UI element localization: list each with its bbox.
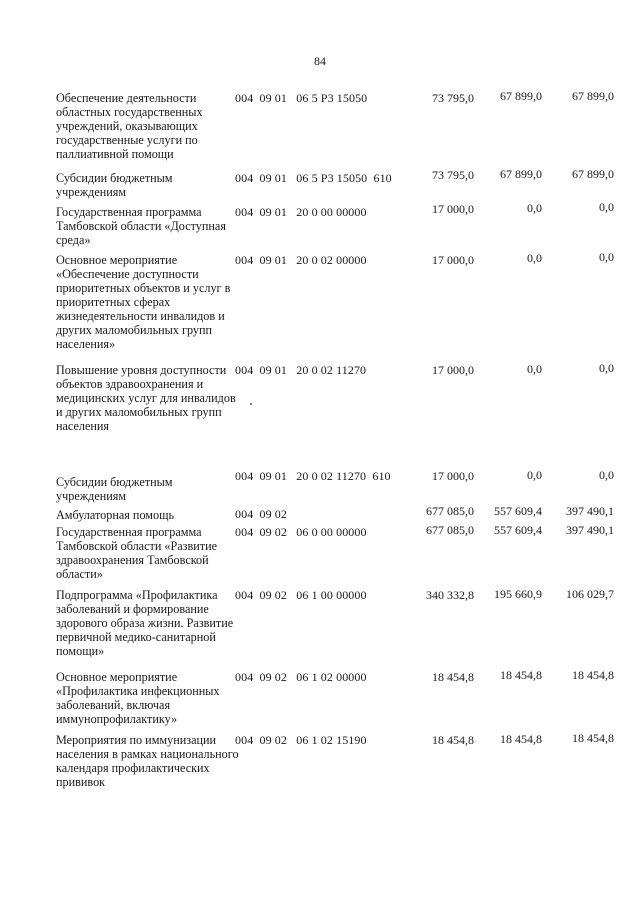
row-value-1: 677 085,0 bbox=[426, 504, 474, 518]
row-codes: 004 09 01 20 0 02 11270 610 bbox=[235, 469, 391, 483]
row-name: Государственная программа Тамбовской области «Развитие здравоохранения Тамбовской области» bbox=[56, 525, 218, 581]
row-name: Мероприятия по иммунизации населения в рамках национального календаря профилактических прививок bbox=[56, 733, 239, 789]
row-value-3: 0,0 bbox=[599, 361, 614, 375]
row-name: Основное мероприятие «Профилактика инфекционных заболеваний, включая иммунопрофилактику» bbox=[56, 670, 220, 726]
row-value-1: 17 000,0 bbox=[432, 202, 474, 216]
row-value-3: 67 899,0 bbox=[572, 89, 614, 103]
row-value-2: 557 609,4 bbox=[494, 523, 542, 537]
row-codes: 004 09 01 06 5 Р3 15050 bbox=[235, 91, 368, 105]
row-value-1: 18 454,8 bbox=[432, 670, 474, 684]
row-name: Подпрограмма «Профилактика заболеваний и формирование здорового образа жизни. Развитие первичной медико-санитарной помощи» bbox=[56, 588, 234, 658]
row-name: Повышение уровня доступности объектов здравоохранения и медицинских услуг для инвалидов и других маломобильных групп населения bbox=[56, 363, 236, 433]
row-value-2: 18 454,8 bbox=[500, 732, 542, 746]
row-value-2: 67 899,0 bbox=[500, 89, 542, 103]
row-value-2: 0,0 bbox=[527, 362, 542, 376]
row-value-2: 0,0 bbox=[527, 201, 542, 215]
row-value-2: 18 454,8 bbox=[500, 668, 542, 682]
row-name: Субсидии бюджетным учреждениям bbox=[56, 475, 173, 503]
row-value-2: 557 609,4 bbox=[494, 504, 542, 518]
row-value-1: 17 000,0 bbox=[432, 469, 474, 483]
row-value-3: 0,0 bbox=[599, 250, 614, 264]
row-codes: 004 09 02 06 1 02 00000 bbox=[235, 670, 367, 684]
row-value-1: 18 454,8 bbox=[432, 733, 474, 747]
row-value-1: 340 332,8 bbox=[426, 588, 474, 602]
row-codes: 004 09 01 06 5 Р3 15050 610 bbox=[235, 171, 392, 185]
row-value-3: 18 454,8 bbox=[572, 731, 614, 745]
row-value-1: 17 000,0 bbox=[432, 253, 474, 267]
row-codes: 004 09 02 06 1 00 00000 bbox=[235, 588, 367, 602]
row-value-2: 195 660,9 bbox=[494, 587, 542, 601]
row-value-1: 17 000,0 bbox=[432, 363, 474, 377]
row-value-3: 397 490,1 bbox=[566, 504, 614, 518]
row-codes: 004 09 02 06 1 02 15190 bbox=[235, 733, 367, 747]
row-codes: 004 09 02 bbox=[235, 507, 287, 521]
row-value-3: 18 454,8 bbox=[572, 668, 614, 682]
row-value-2: 67 899,0 bbox=[500, 167, 542, 181]
row-value-3: 106 029,7 bbox=[566, 587, 614, 601]
row-value-2: 0,0 bbox=[527, 251, 542, 265]
row-codes: 004 09 01 20 0 02 00000 bbox=[235, 253, 367, 267]
row-value-3: 67 899,0 bbox=[572, 167, 614, 181]
row-codes: 004 09 02 06 0 00 00000 bbox=[235, 525, 367, 539]
row-codes: 004 09 01 20 0 02 11270 bbox=[235, 363, 367, 377]
row-codes: 004 09 01 20 0 00 00000 bbox=[235, 205, 367, 219]
row-value-1: 73 795,0 bbox=[432, 91, 474, 105]
row-name: Государственная программа Тамбовской области «Доступная среда» bbox=[56, 205, 226, 247]
row-value-3: 397 490,1 bbox=[566, 523, 614, 537]
row-value-3: 0,0 bbox=[599, 468, 614, 482]
row-name: Амбулаторная помощь bbox=[56, 508, 175, 522]
page-number: 84 bbox=[314, 54, 326, 68]
row-name: Основное мероприятие «Обеспечение доступности приоритетных объектов и услуг в приоритетных сферах жизнедеятельности инвалидов и других маломобильных групп населения» bbox=[56, 253, 231, 351]
row-value-1: 73 795,0 bbox=[432, 168, 474, 182]
row-name: Субсидии бюджетным учреждениям bbox=[56, 171, 173, 199]
row-name: Обеспечение деятельности областных государственных учреждений, оказывающих государственные услуги по паллиативной помощи bbox=[56, 91, 203, 161]
scan-speck bbox=[250, 403, 252, 405]
row-value-3: 0,0 bbox=[599, 200, 614, 214]
row-value-2: 0,0 bbox=[527, 468, 542, 482]
row-value-1: 677 085,0 bbox=[426, 523, 474, 537]
